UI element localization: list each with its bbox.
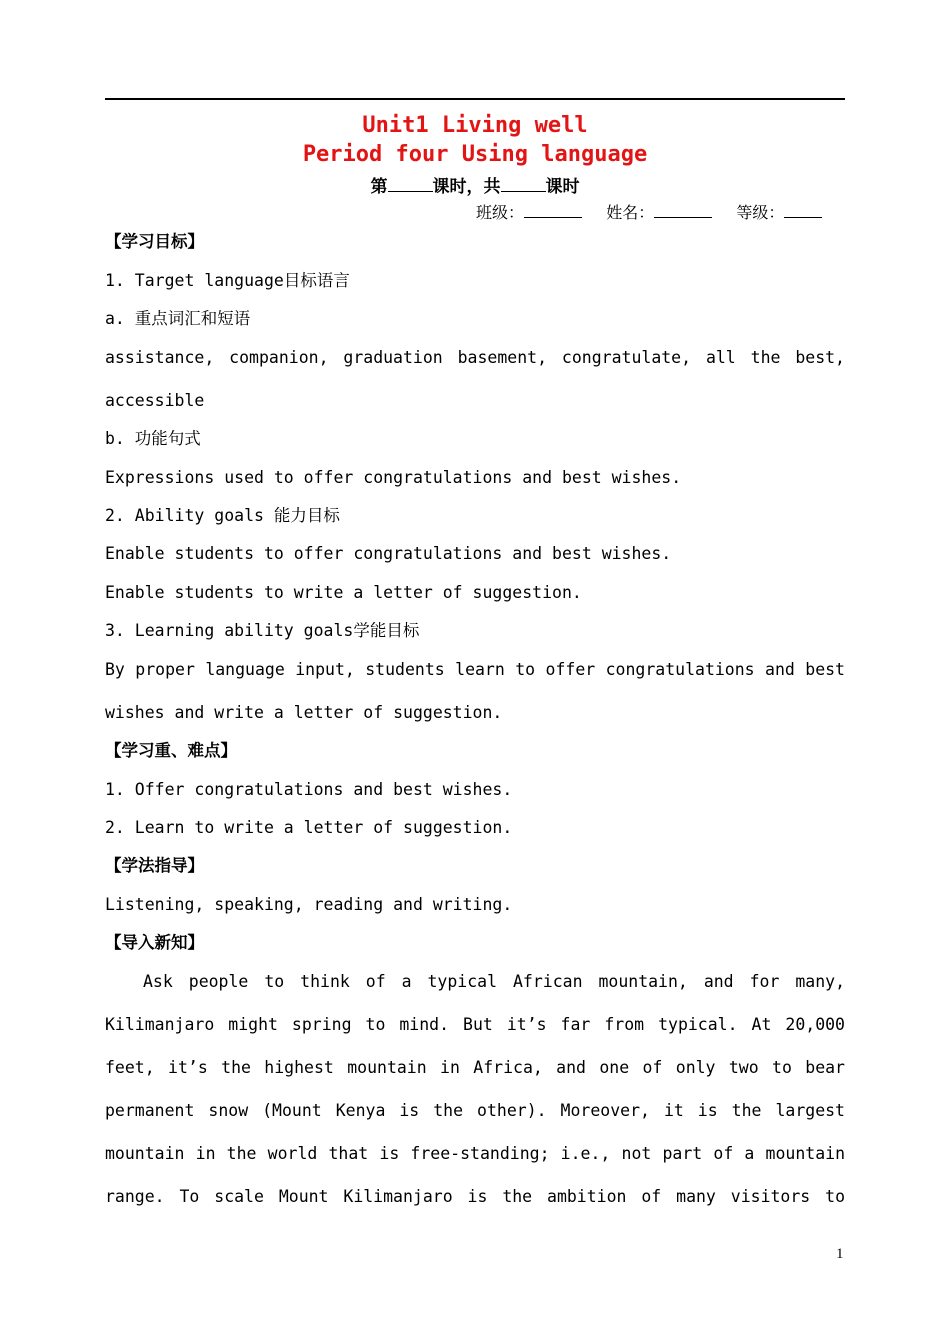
objective-2-cn: 能力目标 — [273, 506, 340, 525]
enable-line-1: Enable students to offer congratulations and best wishes. — [105, 544, 672, 563]
objective-1b: b. 功能句式 — [105, 429, 201, 448]
name-label: 姓名： — [606, 203, 655, 222]
lesson-count-middle: 课时，共 — [432, 177, 501, 197]
method-line: Listening, speaking, reading and writing. — [105, 895, 513, 914]
by-line-1: By proper language input, students learn to offer congratulations and best — [105, 660, 845, 679]
intro-paragraph-line-5: mountain in the world that is free-standing; i.e., not part of a mountain — [105, 1144, 845, 1163]
lesson-count-suffix: 课时 — [545, 177, 580, 197]
intro-paragraph-line-6: range. To scale Mount Kilimanjaro is the ambition of many visitors to — [105, 1187, 845, 1206]
student-info-line — [476, 200, 846, 223]
vocab-line-2: accessible — [105, 391, 205, 410]
objective-1a-text: a. 重点词汇和短语 — [105, 309, 251, 328]
objective-1-text: 1. Target language — [105, 271, 284, 290]
grade-label: 等级： — [736, 203, 785, 222]
objective-3-cn: 学能目标 — [353, 621, 420, 640]
objective-1-cn: 目标语言 — [283, 271, 350, 290]
intro-heading: 【导入新知】 — [105, 933, 204, 952]
lesson-count-prefix: 第 — [370, 177, 388, 197]
objective-2-text: 2. Ability goals — [105, 506, 264, 525]
unit-title: Unit1 Living well — [362, 113, 588, 138]
lesson-number-blank[interactable] — [388, 176, 433, 192]
keypoints-heading: 【学习重、难点】 — [105, 741, 237, 760]
objective-3-text: 3. Learning ability goals — [105, 621, 354, 640]
intro-paragraph-line-1: Ask people to think of a typical African mountain, and for many, — [143, 972, 845, 991]
intro-paragraph-line-4: permanent snow (Mount Kenya is the other). Moreover, it is the largest — [105, 1101, 845, 1120]
period-title: Period four Using language — [302, 142, 648, 167]
class-blank[interactable] — [524, 202, 582, 218]
keypoint-1: 1. Offer congratulations and best wishes. — [105, 780, 513, 799]
enable-line-2: Enable students to write a letter of suggestion. — [105, 583, 582, 602]
lesson-total-blank[interactable] — [501, 176, 546, 192]
lesson-count-line — [0, 172, 950, 197]
objective-1a — [105, 308, 845, 330]
name-blank[interactable] — [654, 202, 712, 218]
expressions-line: Expressions used to offer congratulations and best wishes. — [105, 468, 682, 487]
objective-3 — [105, 620, 845, 642]
by-line-2: wishes and write a letter of suggestion. — [105, 703, 503, 722]
intro-paragraph-line-2: Kilimanjaro might spring to mind. But it’s far from typical. At 20,000 — [105, 1015, 845, 1034]
keypoint-2: 2. Learn to write a letter of suggestion. — [105, 818, 513, 837]
objective-2 — [105, 505, 845, 527]
objective-1 — [105, 270, 845, 292]
intro-paragraph-line-3: feet, it’s the highest mountain in Africa, and one of only two to bear — [105, 1058, 845, 1077]
header-rule — [105, 98, 845, 100]
page-number: 1 — [836, 1246, 844, 1262]
class-label: 班级： — [476, 203, 525, 222]
grade-blank[interactable] — [784, 202, 822, 218]
method-heading: 【学法指导】 — [105, 856, 204, 875]
vocab-line-1: assistance, companion, graduation basement, congratulate, all the best, — [105, 348, 845, 367]
objectives-heading: 【学习目标】 — [105, 232, 204, 251]
